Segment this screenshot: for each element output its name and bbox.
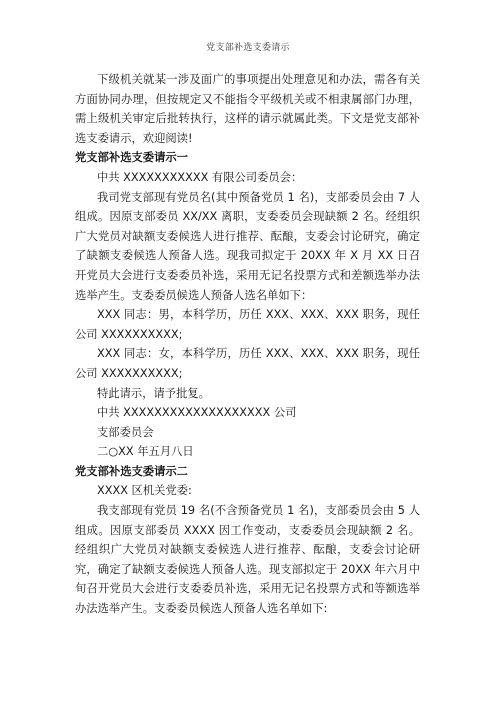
section-heading-2: 党支部补选支委请示二 — [75, 464, 188, 478]
addressee-1: 中共 XXXXXXXXXXX 有限公司委员会： — [97, 170, 303, 184]
signature-date: 二○XX 年五月八日 — [97, 445, 194, 459]
signature-organization: 中共 XXXXXXXXXXXXXXXXXXX 公司 — [97, 406, 297, 420]
intro-paragraph: 下级机关就某一涉及面广的事项提出处理意见和办法，需各有关方面协同办理，但按规定又不能指令平级机关或不相隶属部门办理，需上级机关审定后批转执行，这样的请示就属此类。下文是党支部补选支委请示，欢迎阅读! — [75, 73, 420, 145]
signature-committee: 支部委员会 — [97, 425, 154, 439]
body-paragraph-2: 我支部现有党员 19 名(不含预备党员 1 名)，支部委员会由 5 人组成。因原支部委员 XXXX 因工作变动，支委委员会现缺额 2 名。经组织广大党员对缺额支委候选人进行推荐、酝酿，支委会讨论研究，确定了缺额支委候选人预备人选。现支部拟定于 20XX 年六月中旬召开党员大会进行支委委员补选，采用无记名投票方式和等额选举办法选举产生。支委委员候选人预备人选名单如下: — [75, 504, 420, 616]
candidate-1: XXX 同志：男，本科学历，历任 XXX、XXX、XXX 职务，现任公司 XXXXXXXXXX; — [75, 308, 420, 341]
page-header-title: 党支部补选支委请示 — [206, 43, 290, 53]
body-paragraph-1: 我司党支部现有党员名(其中预备党员 1 名)，支部委员会由 7 人组成。因原支部委员 XX/XX 离职，支委委员会现缺额 2 名。经组织广大党员对缺额支委候选人进行推荐、酝酿，支委会讨论研究，确定了缺额支委候选人预备人选。现我司拟定于 20XX 年 X 月 XX 日召开党员大会进行支委委员补选，采用无记名投票方式和差额选举办法选举产生。支委委员候选人预备人选名单如下： — [75, 190, 420, 302]
document-body — [75, 70, 420, 619]
closing-line: 特此请示，请予批复。 — [97, 386, 210, 400]
candidate-2: XXX 同志：女，本科学历，历任 XXX、XXX、XXX 职务，现任公司 XXXXXXXXXX; — [75, 347, 420, 380]
addressee-2: XXXX 区机关党委: — [97, 484, 192, 498]
section-heading-1: 党支部补选支委请示一 — [75, 151, 188, 165]
